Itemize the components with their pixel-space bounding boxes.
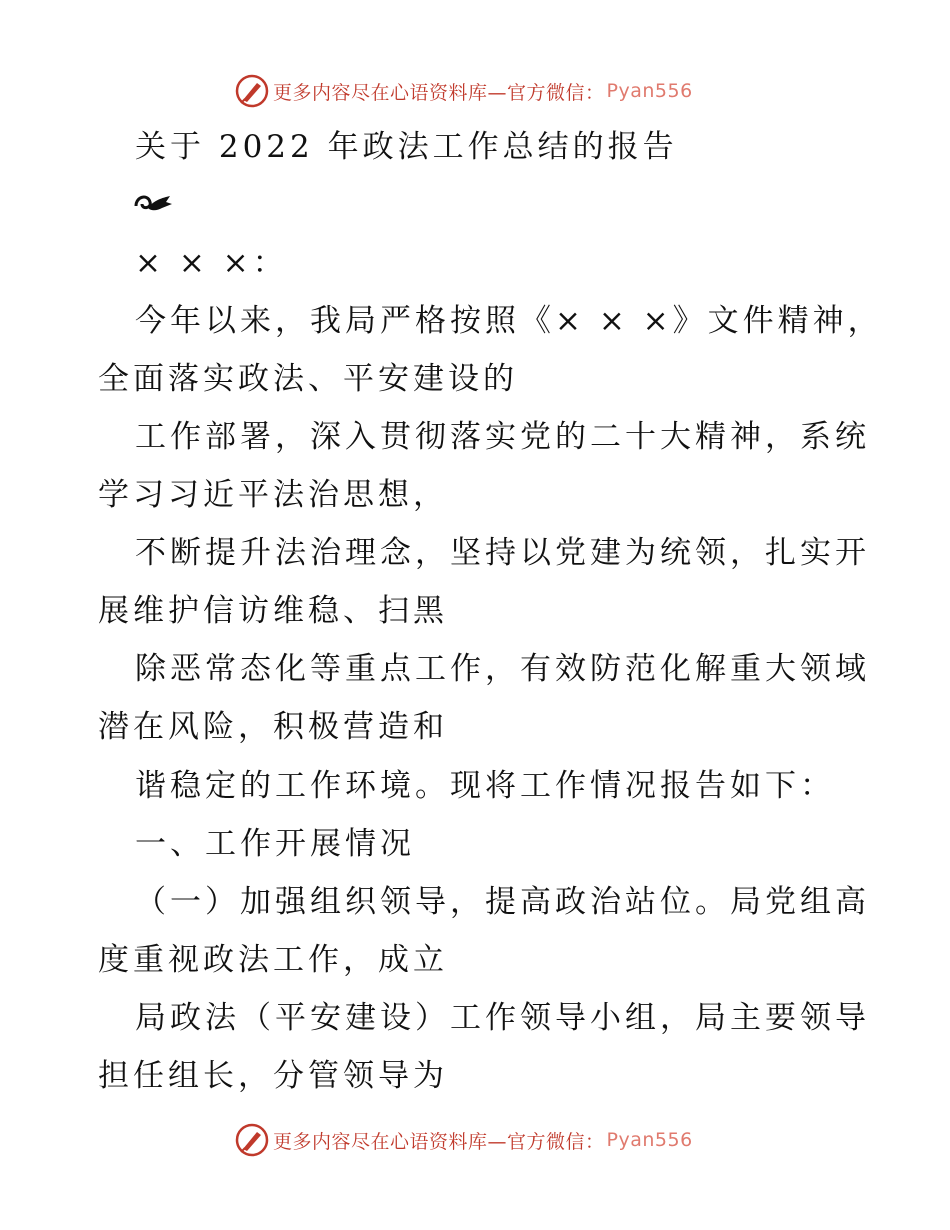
section-heading: 一、工作开展情况 <box>135 826 415 862</box>
body-line: 今年以来，我局严格按照《× × ×》文件精神， <box>135 303 883 339</box>
body-line: 潜在风险，积极营造和 <box>98 709 448 745</box>
document-title: 关于 2022 年政法工作总结的报告 <box>135 129 678 165</box>
body-line: 工作部署，深入贯彻落实党的二十大精神，系统 <box>135 419 870 455</box>
watermark-text: 更多内容尽在心语资料库—官方微信： <box>273 81 605 104</box>
salutation: × × ×： <box>135 245 288 281</box>
body-line: 谐稳定的工作环境。现将工作情况报告如下： <box>135 768 835 804</box>
body-line: 度重视政法工作，成立 <box>98 942 448 978</box>
watermark-wechat-id: Pyan556 <box>606 80 693 102</box>
header-watermark <box>235 73 693 109</box>
body-line: 全面落实政法、平安建设的 <box>98 361 518 397</box>
body-line: 展维护信访维稳、扫黑 <box>98 593 448 629</box>
body-line: （一）加强组织领导，提高政治站位。局党组高 <box>135 884 870 920</box>
footer-watermark <box>235 1122 693 1158</box>
quill-pen-logo-icon <box>235 1123 269 1157</box>
fleuron-ornament-icon <box>132 188 174 218</box>
body-line: 不断提升法治理念，坚持以党建为统领，扎实开 <box>135 535 870 571</box>
body-line: 担任组长，分管领导为 <box>98 1058 448 1094</box>
watermark-wechat-id: Pyan556 <box>606 1129 693 1151</box>
quill-pen-logo-icon <box>235 74 269 108</box>
body-line: 局政法（平安建设）工作领导小组，局主要领导 <box>135 1000 870 1036</box>
watermark-text: 更多内容尽在心语资料库—官方微信： <box>273 1130 605 1153</box>
body-line: 除恶常态化等重点工作，有效防范化解重大领域 <box>135 651 870 687</box>
body-line: 学习习近平法治思想， <box>98 477 448 513</box>
